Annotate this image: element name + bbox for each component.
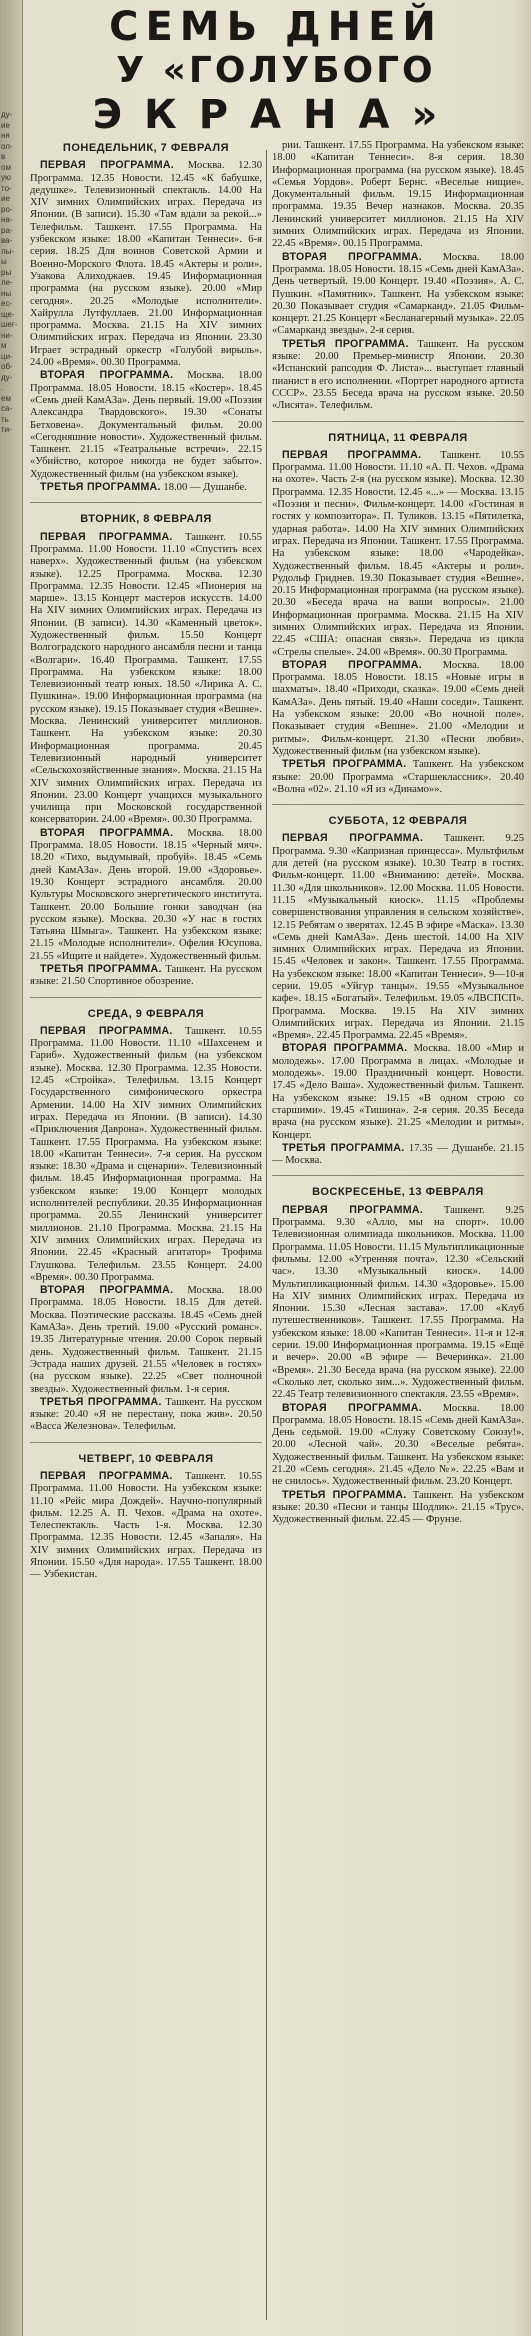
program-listing [30,1025,262,1284]
day-divider [272,421,524,422]
day-divider [30,1442,262,1443]
edge-fragment: ду- [1,110,13,119]
listing-text: Москва. 18.00 Программа. 18.05 Новости. 18.15 «Черный мяч». 18.20 «Тихо, выдумывай, пробуй». 18.45 «Семь дней КамАЗа». День второй. 19.00 «Здоровье». 19.30 Концерт эстрадного ансамбля. 20.00 Культуры Московского энергетического института. Ташкент. 20.00 Большие гонки заводчан (на русском языке). Москва. 20.30 «У нас в гостях Татьяна Шмыга». Ташкент. На узбекском языке: 21.15 «Молодые исполнители». Офелия Юсупова. 21.55 «Ищите и найдете». Художественный фильм. [30,827,262,962]
program-listing [272,449,524,659]
channel-label: ПЕРВАЯ ПРОГРАММА. [40,530,173,543]
column-divider [266,150,267,2320]
listing-text: Ташкент. На русском языке: 21.50 Спортивное обозрение. [30,964,262,988]
day-heading: ВТОРНИК, 8 ФЕВРАЛЯ [80,513,212,526]
channel-label: ВТОРАЯ ПРОГРАММА. [282,658,422,671]
edge-fragment: ол- [1,141,13,151]
day-heading: СРЕДА, 9 ФЕВРАЛЯ [87,1007,205,1020]
adjacent-page-edge [0,0,23,2336]
edge-fragment: лы- [1,246,15,256]
day-divider [272,804,524,805]
listing-text: Ташкент. 9.25 Программа. 9.30 «Алло, мы на спорт». 10.00 Телевизионная олимпиада школьников. Москва. 11.00 Программа. 11.05 Новости. 11.15 Мультипликационные фильмы. 12.00 «Утренняя почта». 12.30 «Сельский час». 13.30 «Музыкальный киоск». 14.00 Мультипликационный фильм. 14.30 «Здоровье». 15.00 На XIV зимних Олимпийских играх. Передача из Японии. 15.30 «Лесная застава». 17.00 «Клуб путешественников». Ташкент. 17.55 Программа. На узбекском языке: 18.00 «Капитан Теннеси». 11-я и 12-я серии. 19.00 Информационная программа. 19.15 «Ещё и вечер». 20.00 «В эфире — Вечеринка». 21.00 «Время». 21.30 Беседа врача (на русском языке). 22.00 «Сколько лет, сколько зим...». Художественный фильм. 22.45 Театр телевизионного спектакля. 23.55 «Время». [272,1204,524,1401]
edge-fragment: ни- [1,330,13,340]
edge-fragment: ие [1,194,10,203]
program-listing [272,758,524,796]
program-listing [272,1204,524,1402]
channel-label: ТРЕТЬЯ ПРОГРАММА. [282,758,407,771]
day-heading: ПОНЕДЕЛЬНИК, 7 ФЕВРАЛЯ [62,142,230,154]
listing-text: Ташкент. 10.55 Программа. 11.00 Новости. 11.10 «А. П. Чехов. «Драма на охоте». Часть 2-я (на русском языке). Москва. 12.30 Программа. 12.35 Новости. 12.45 «...» — Москва. 13.15 «Поэзия и песни». Фильм-концерт. 14.00 «Гостиная в гостях у композитора». П. Туликов. 13.15 «Пятилетка, ударная работа». 14.00 На XIV зимних Олимпийских играх. Передача из Японии. Ташкент. 17.55 Программа. На узбекском языке: 18.00 «Чародейка». Художественный фильм. 18.45 «Актеры и роли». Рудольф Гриднев. 19.30 Показывает студия «Вешне». 20.15 Информационная программа (на русском языке). 20.30 «Беседа врача на ваши вопросы». 21.00 Информационная программа. Москва. 21.15 На XIV зимних Олимпийских играх. Передача из Японии. 22.45 «США: опасная связь». Передача из цикла «Стрелы спелые». 24.00 «Время». 00.30 Программа. [272,449,524,658]
listing-text: Москва. 18.00 Программа. 18.05 Новости. 18.15 «Костер». 18.45 «Семь дней КамАЗа». День первый. 19.00 «Поэзия Александра Твардовского». 19.30 «Сонаты Бетховена». Документальный фильм. 20.00 «Сегодняшние новости». Художественный фильм. Ташкент. 21.15 «Театральные встречи». 22.15 «Убийство, которое никогда не будет забыто». Художественный фильм (на узбекском языке). [30,370,262,480]
channel-label: ТРЕТЬЯ ПРОГРАММА. [40,1395,162,1408]
listing-text: 18.00 — Душанбе. [160,482,247,494]
day-divider [272,1175,524,1176]
channel-label: ПЕРВАЯ ПРОГРАММА. [40,1469,173,1482]
day-heading: ПЯТНИЦА, 11 ФЕВРАЛЯ [328,431,468,444]
headline-line-2: У «ГОЛУБОГО [116,50,436,91]
listing-text: Москва. 12.30 Программа. 12.35 Новости. 12.45 «К бабушке, дедушке». Телевизионный спектакль. 14.00 На XIV зимних Олимпийских играх. Передача из Японии. (В записи). 15.30 «Там вдали за рекой...» Телефильм. Ташкент. 17.55 Программа. На узбекском языке: 18.00 «Капитан Теннеси». 6-я серия. 18.25 Для воинов Советской Армии и Военно-Морского Флота. 18.45 «Актеры и роли». Узакова Алиходжаев. 19.45 Информационная программа (на русском языке). 20.00 «Мир сегодня». 20.25 «Молодые исполнители». Хайрулла Лутфуллаев. 21.00 Информационная программа. Москва. 21.15 На XIV зимних Олимпийских играх. Передача из Японии. 23.30 Играет эстрадный оркестр «Голубой вирыль». 24.00 «Время». 00.30 Программа. [30,160,262,369]
program-listing [272,659,524,758]
program-listing [30,159,262,369]
channel-label: ВТОРАЯ ПРОГРАММА. [282,1042,408,1055]
edge-fragment: ци- [1,351,13,361]
program-listing [30,827,262,963]
edge-fragment: ду- [1,372,13,382]
listing-text: Ташкент. 9.25 Программа. 9.30 «Капризная принцесса». Мультфильм для детей (на русском языке). 10.30 Театр в гостях. Фильм-концерт. 11.00 «Вниманию: детей». Москва. 11.30 «Для школьников». 12.00 Москва. 11.05 Новости. 11.15 «Музыкальный киоск». 11.15 «Проблемы совершенствования управления в сельском хозяйстве». 12.15 Ребятам о зверятах. 12.45 В эфире «Маска». 13.30 «Семь дней КамАЗа». День шестой. 14.00 На XIV зимних Олимпийских играх. Передача из Японии. 15.45 «Человек и закон». Ташкент. 17.55 Программа. На узбекском языке: 18.00 «Капитан Теннеси». 9—10-я серии. 19.05 «Уйгур танцы». 19.55 «Музыкальное кафе». 18.15 «Богатый». Телефильм. 19.05 «ЛВСПСП». Программа. Москва. 19.15 На XIV зимних Олимпийских играх. Передача из Японии. 21.15 «Время». 22.45 Программа. 22.45 «Время». [272,833,524,1042]
channel-label: ПЕРВАЯ ПРОГРАММА. [282,1203,424,1216]
listing-text: Москва. 18.00 Программа. 18.05 Новости. 18.15 «Семь дней КамАЗа». День четвертый. 19.00 Концерт. 19.40 «Поэзия». А. С. Пушкин. «Памятник». Ташкент. На узбекском языке: 20.30 Показывает студия «Самарканд». 21.05 Фильм-концерт. 21.25 Концерт «Бесланагерный музыка». 22.05 «Самарканд звезды». 2-я серия. [272,251,524,337]
program-listing [30,481,262,494]
program-listing [272,1042,524,1141]
channel-label: ВТОРАЯ ПРОГРАММА. [282,250,422,263]
schedule-column-right [272,140,524,2330]
edge-fragment: . [1,383,4,392]
listing-text: Ташкент. 10.55 Программа. 11.00 Новости. 11.10 «Спустить всех наверх». Художественный фильм (на узбекском языке). 12.25 Программа. Москва. 12.30 Программа. 12.35 Новости. 12.45 «Пионерия на марше». 13.15 Концерт мастеров искусств. 14.00 На XIV зимних Олимпийских играх. Передача из Японии. (В записи). 14.30 «Каменный цветок». Художественный фильм. 15.50 Концерт Волгоградского народного ансамбля песни и танца «Волгари». 16.40 Программа. Ташкент. 17.55 Программа. На узбекском языке: 18.00 Телевизионный театр юных. 18.50 «Лирика А. С. Пушкина». 19.00 Информационная программа (на русском языке). 19.15 Показывает студия «Вешне». Москва. Ленинский университет миллионов. Ташкент. На узбекском языке: 20.30 Информационная программа. 20.45 Телевизионный народный университет «Сельскохозяйственные знания». Москва. 21.15 На XIV зимних Олимпийских играх. Передача из Японии. 23.00 Концерт учащихся музыкального училища при Московской государственной консерватории. 24.00 «Время». 00.30 Программа. [30,531,262,826]
program-listing [30,1396,262,1434]
edge-fragment: об- [1,362,13,371]
edge-fragment: ем [1,393,11,403]
channel-label: ТРЕТЬЯ ПРОГРАММА. [282,337,409,350]
day-divider [30,997,262,998]
channel-label: ПЕРВАЯ ПРОГРАММА. [282,832,424,845]
edge-fragment: м [1,341,7,350]
program-listing [272,251,524,338]
edge-fragment: са- [1,404,13,413]
program-listing [272,1489,524,1527]
listing-text: 17.35 — Душанбе. 21.15 — Москва. [272,1142,524,1167]
listing-text: Москва. 18.00 «Мир и молодежь». 17.00 Программа в лицах. «Молодые и молодежь». 19.00 Праздничный концерт. Новости. 17.45 «Дело Ваша». Художественный фильм. Ташкент. На узбекском языке: 19.15 «В одном строю со старшими». 19.45 «Тишина». 2-я серия. 20.35 Беседа врача (на русском языке). 21.25 «Мелодии и ритмы». Концерт. [272,1043,524,1141]
program-listing [30,531,262,827]
listing-text: Ташкент. 10.55 Программа. 11.00 Новости. На узбекском языке: 11.10 «Рейс мира Дождей». Научно-популярный фильм. 12.25 А. П. Чехов. «Драма на охоте». Телеспектакль. Часть 1-я. Москва. 12.30 Программа. 12.35 Новости. 12.45 «Запаля». На XIV зимних Олимпийских играх. Передача из Японии. 15.50 «Для народа». 17.55 Ташкент. 18.00 — Узбекистан. [30,1470,262,1581]
program-listing [30,369,262,481]
program-listing [30,1284,262,1396]
listing-text: рии. Ташкент. 17.55 Программа. На узбекском языке: 18.00 «Капитан Теннеси». 8-я серия. 18.30 Информационная программа (на русском языке). 18.45 «Семья Уордов». Роберт Бернс. «Веселые нищие». Документальный фильм. 19.15 Информационная программа. 19.35 Вечер назнаков. Москва. 20.35 Ленинский университет миллионов. 21.15 На XIV зимних Олимпийских играх. Передача из Японии. 22.45 «Время». 00.15 Программа. [272,140,524,250]
channel-label: ПЕРВАЯ ПРОГРАММА. [40,1024,173,1037]
day-heading: СУББОТА, 12 ФЕВРАЛЯ [328,815,468,828]
listing-text: Ташкент. На узбекском языке: 20.30 «Песни и танцы Шодлик». 21.15 «Трус». Художественный фильм. 22.45 — Фрунзе. [272,1489,524,1526]
edge-fragment: ти- [1,425,12,434]
program-listing [30,1470,262,1582]
edge-fragment: шег- [1,320,18,329]
program-listing [30,963,262,989]
edge-fragment: на- [1,215,13,224]
listing-text: Ташкент. На узбекском языке: 20.00 Программа «Старшеклассник». 20.40 «Волна «02». 21.10 «Я из «Динамо»». [272,759,524,795]
edge-fragment: ы [1,257,7,266]
edge-fragment: ва- [1,236,13,245]
program-listing [272,832,524,1042]
edge-fragment: ро- [1,204,13,214]
channel-label: ПЕРВАЯ ПРОГРАММА. [282,448,422,461]
edge-fragment: ть [1,414,9,424]
edge-fragment: ры [1,267,12,277]
listing-text: Ташкент. На русском языке: 20.00 Премьер-министр Японии. 20.30 «Испанский рапсодия Ф. Листа»... выступает главный пианист в его исполнении. «Портрет народного артиста СССР». 23.55 Беседа врача на русском языке. 20.50 «Лисята». Телефильм. [272,338,524,412]
channel-label: ВТОРАЯ ПРОГРАММА. [40,826,174,839]
edge-fragment: ес- [1,299,13,308]
listing-text: Москва. 18.00 Программа. 18.05 Новости. 18.15 Для детей. Москва. Поэтические рассказы. 18.45 «Семь дней КамАЗа». День третий. 19.00 «Русский романс». 19.35 Литературные чтения. 20.00 Сорок первый день. Художественный фильм. Ташкент. 21.15 Эстрада наших друзей. 21.55 «Человек в гостях» (на русском языке). 22.25 «Свет полночной звезды». Художественный фильм. 1-я серия. [30,1285,262,1395]
edge-fragment: ще- [1,309,15,319]
edge-fragment: ом [1,162,11,172]
channel-label: ВТОРАЯ ПРОГРАММА. [40,1284,174,1297]
channel-label: ТРЕТЬЯ ПРОГРАММА. [40,481,161,494]
edge-text-fragments [1,110,21,436]
listing-text: Москва. 18.00 Программа. 18.05 Новости. 18.15 «Новые игры в шахматы». 18.40 «Приходи, сказка». 19.00 «Семь дней КамАЗа». День пятый. 19.40 «Наши соседи». Ташкент. На узбекском языке: 20.00 «Во ночной поле». Показывает студия «Вешне». 21.00 «Мелодии и ритмы». Фильм-концерт. 21.30 «Песни любви». Художественный фильм (на узбекском языке). [272,659,524,757]
edge-fragment: ле- [1,278,13,287]
listing-text: Москва. 18.00 Программа. 18.05 Новости. 18.15 «Семь дней КамАЗа». День седьмой. 19.00 «Служу Советскому Союзу!». 20.00 «Лесной чай». 20.30 «Веселые ребята». Художественный фильм. Ташкент. На узбекском языке: 21.20 «Семь сегодня». 21.45 «Дело №». 22.25 «Вам и не снилось». Художественный фильм. 23.20 Концерт. [272,1402,524,1488]
channel-label: ВТОРАЯ ПРОГРАММА. [40,369,174,382]
day-divider [30,502,262,503]
channel-label: ПЕРВАЯ ПРОГРАММА. [40,159,175,172]
edge-fragment: ня [1,131,10,140]
program-listing [272,140,524,251]
headline-line-1: СЕМЬ ДНЕЙ [109,4,443,50]
program-listing [272,338,524,413]
day-heading: ВОСКРЕСЕНЬЕ, 13 ФЕВРАЛЯ [312,1186,484,1199]
channel-label: ВТОРАЯ ПРОГРАММА. [282,1401,422,1414]
listing-text: Ташкент. На русском языке: 20.40 «Я не перестану, пока жив». 20.50 «Васса Железнова». Телефильм. [30,1396,262,1433]
edge-fragment: ую [1,173,11,182]
edge-fragment: ны [1,288,12,298]
edge-fragment: в [1,152,6,161]
program-listing [272,1402,524,1489]
page-headline [26,4,526,138]
channel-label: ТРЕТЬЯ ПРОГРАММА. [282,1488,407,1501]
day-heading: ЧЕТВЕРГ, 10 ФЕВРАЛЯ [78,1452,214,1465]
headline-line-3: ЭКРАНА» [92,92,460,138]
listing-text: Ташкент. 10.55 Программа. 11.00 Новости. 11.10 «Шахсенем и Гариб». Художественный фильм (на узбекском языке). Москва. 12.30 Программа. 12.35 Новости. 12.45 «Стройка». Телефильм. 13.15 Концерт Государственного симфонического оркестра Армении. 14.00 На XIV зимних Олимпийских играх. Передача из Японии. (В записи). 14.30 «Приключения Даврона». Художественный фильм. Ташкент. 17.55 Программа. На узбекском языке: 18.00 «Капитан Теннеси». 7-я серия. На русском языке: 18.30 «Драма и сценарии». Телевизионный фильм. 18.45 Информационная программа. На узбекском языке: 19.00 Концерт молодых исполнителей республики. 20.35 Информационная программа. 20.55 Ленинский университет миллионов. 21.10 Программа. Москва. 21.15 На XIV зимних Олимпийских играх. Передача из Японии. 22.45 «Красный агитатор» Трофима Глушкова. Телефильм. 23.55 Концерт. 24.00 «Время». 00.30 Программа. [30,1025,262,1283]
program-listing [272,1142,524,1168]
channel-label: ТРЕТЬЯ ПРОГРАММА. [282,1141,405,1154]
edge-fragment: ра- [1,225,13,235]
edge-fragment: ие [1,120,10,130]
schedule-column-left [30,140,262,2330]
channel-label: ТРЕТЬЯ ПРОГРАММА. [40,963,162,975]
edge-fragment: то- [1,183,12,193]
